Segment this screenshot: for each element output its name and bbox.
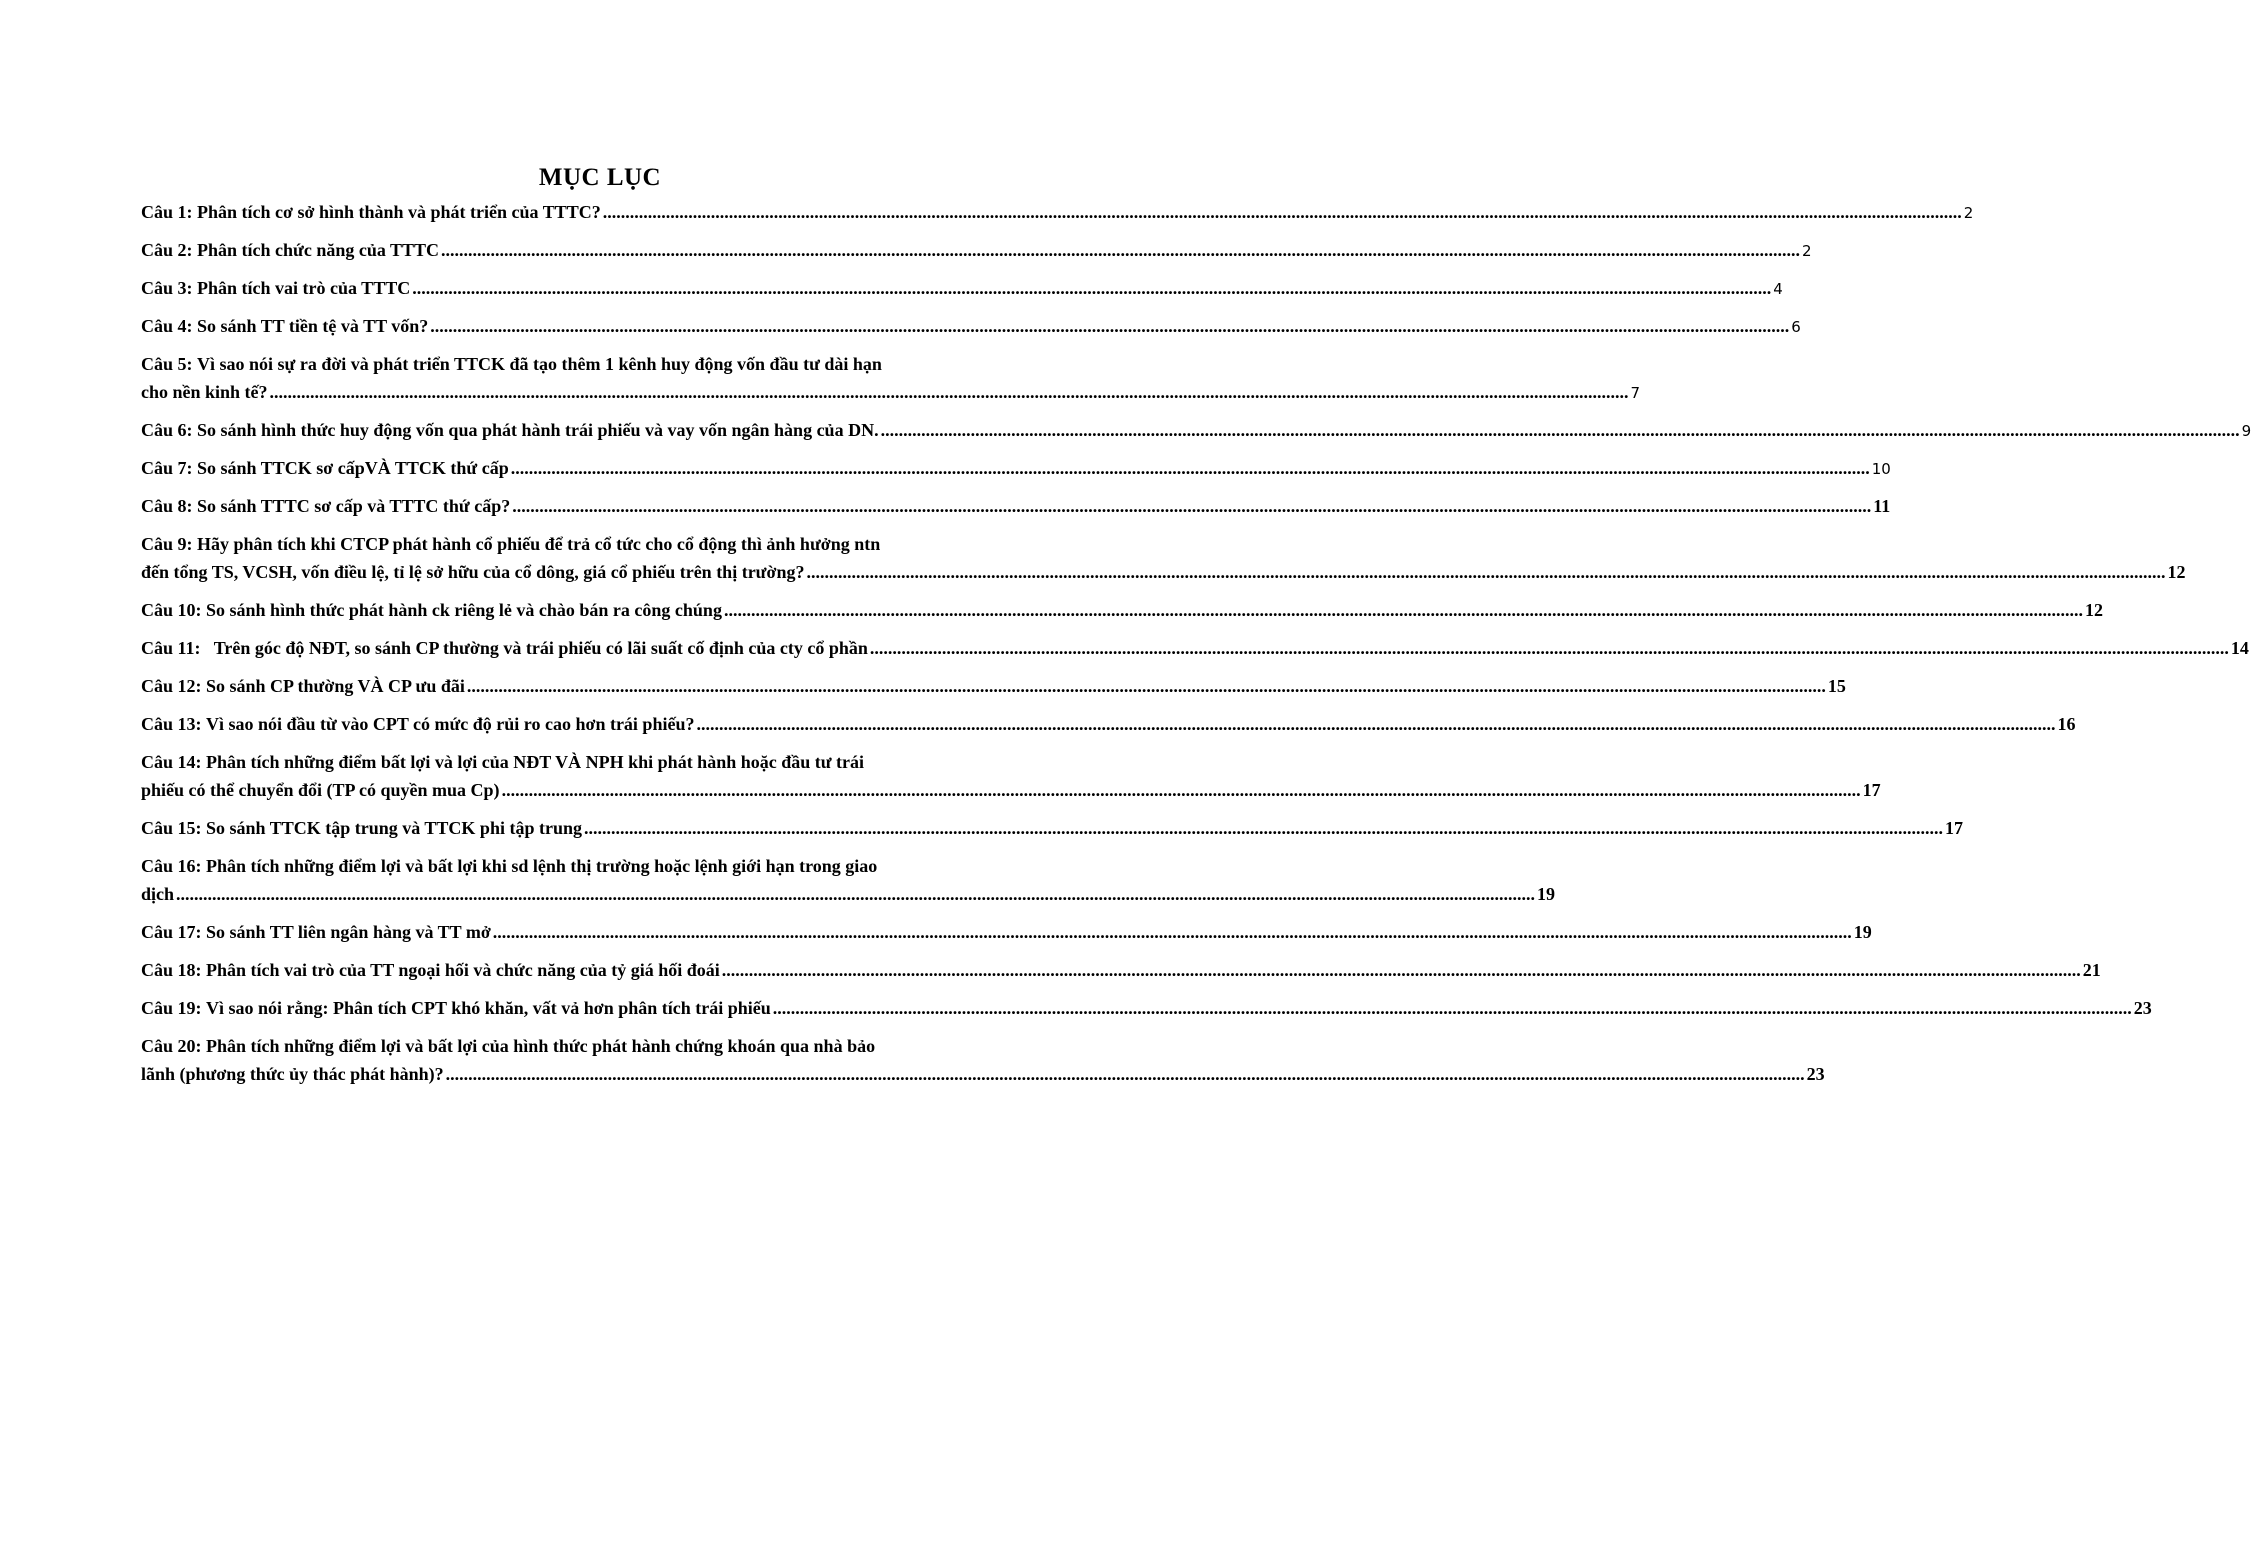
entry-number: Câu 17: (141, 922, 202, 942)
entry-number: Câu 15: (141, 818, 202, 838)
toc-entry-16[interactable] (141, 852, 1556, 908)
entry-number: Câu 19: (141, 998, 202, 1018)
page-number: 10 (1871, 460, 1891, 478)
page-number: 11 (1873, 496, 1891, 516)
entry-title: phiếu có thể chuyển đổi (TP có quyền mua Cp) (141, 780, 500, 800)
dot-leader (176, 880, 1535, 908)
entry-number: Câu 2: (141, 240, 193, 260)
page-number: 19 (1537, 884, 1556, 904)
entry-title-line1: Phân tích những điểm bất lợi và lợi của NĐT VÀ NPH khi phát hành hoặc đầu tư trái (206, 752, 865, 772)
page-number: 23 (2133, 998, 2152, 1018)
toc-entry-10[interactable] (141, 596, 2103, 624)
entry-number: Câu 10: (141, 600, 202, 620)
entry-title-line1: Hãy phân tích khi CTCP phát hành cổ phiếu để trả cổ tức cho cổ động thì ảnh hưởng ntn (197, 534, 881, 554)
page-number: 15 (1827, 676, 1846, 696)
dot-leader (493, 918, 1852, 946)
entry-title: Phân tích vai trò của TTTC (197, 278, 411, 298)
entry-number: Câu 7: (141, 458, 193, 478)
toc-entry-9[interactable] (141, 530, 2186, 586)
table-of-contents (141, 198, 2251, 1098)
entry-title-line1: Vì sao nói sự ra đời và phát triển TTCK đã tạo thêm 1 kênh huy động vốn đầu tư dài hạn (197, 354, 882, 374)
entry-number: Câu 13: (141, 714, 202, 734)
entry-title: Phân tích vai trò của TT ngoại hối và chức năng của tỷ giá hối đoái (206, 960, 720, 980)
toc-entry-18[interactable] (141, 956, 2101, 984)
page-number: 17 (1862, 780, 1881, 800)
toc-entry-14[interactable] (141, 748, 1881, 804)
toc-entry-17[interactable] (141, 918, 1872, 946)
dot-leader (270, 378, 1629, 406)
entry-number: Câu 5: (141, 354, 193, 374)
dot-leader (467, 672, 1826, 700)
entry-title: So sánh hình thức huy động vốn qua phát hành trái phiếu và vay vốn ngân hàng của DN. (197, 420, 879, 440)
toc-entry-3[interactable] (141, 274, 1783, 302)
dot-leader (881, 416, 2240, 444)
dot-leader (773, 994, 2132, 1022)
page-number: 23 (1806, 1064, 1825, 1084)
dot-leader (722, 956, 2081, 984)
entry-number: Câu 6: (141, 420, 193, 440)
entry-number: Câu 18: (141, 960, 202, 980)
entry-number: Câu 11: (141, 638, 201, 658)
entry-title: So sánh TTCK tập trung và TTCK phi tập trung (206, 818, 582, 838)
dot-leader (511, 454, 1870, 482)
toc-entry-4[interactable] (141, 312, 1801, 340)
toc-entry-6[interactable] (141, 416, 2251, 444)
toc-entry-13[interactable] (141, 710, 2076, 738)
page-number: 16 (2057, 714, 2076, 734)
dot-leader (584, 814, 1943, 842)
entry-number: Câu 3: (141, 278, 193, 298)
entry-number: Câu 12: (141, 676, 202, 696)
entry-title: dịch (141, 884, 175, 904)
entry-title-line1: Phân tích những điểm lợi và bất lợi của hình thức phát hành chứng khoán qua nhà bảo (206, 1036, 876, 1056)
entry-title: cho nền kinh tế? (141, 382, 268, 402)
entry-number: Câu 16: (141, 856, 202, 876)
page-number: 2 (1963, 204, 1974, 222)
page-number: 4 (1773, 280, 1783, 298)
toc-title: MỤC LỤC (538, 164, 662, 191)
dot-leader (603, 198, 1962, 226)
entry-title: Phân tích chức năng của TTTC (197, 240, 440, 260)
toc-entry-2[interactable] (141, 236, 1812, 264)
toc-entry-8[interactable] (141, 492, 1891, 520)
entry-number: Câu 14: (141, 752, 202, 772)
dot-leader (446, 1060, 1805, 1088)
entry-title: đến tổng TS, VCSH, vốn điều lệ, tỉ lệ sở hữu của cổ dông, giá cổ phiếu trên thị trường? (141, 562, 805, 582)
dot-leader (512, 492, 1871, 520)
entry-title: So sánh CP thường VÀ CP ưu đãi (206, 676, 465, 696)
dot-leader (441, 236, 1800, 264)
page-number: 12 (2084, 600, 2103, 620)
entry-number: Câu 8: (141, 496, 193, 516)
toc-entry-19[interactable] (141, 994, 2152, 1022)
entry-title: lãnh (phương thức ủy thác phát hành)? (141, 1064, 444, 1084)
dot-leader (502, 776, 1861, 804)
page-number: 9 (2241, 422, 2251, 440)
entry-title: Vì sao nói rằng: Phân tích CPT khó khăn, vất vả hơn phân tích trái phiếu (206, 998, 771, 1018)
toc-entry-11[interactable] (141, 634, 2249, 662)
dot-leader (806, 558, 2165, 586)
page-number: 7 (1630, 384, 1641, 402)
toc-entry-15[interactable] (141, 814, 1963, 842)
page-number: 19 (1853, 922, 1872, 942)
entry-title: So sánh TTCK sơ cấpVÀ TTCK thứ cấp (197, 458, 509, 478)
entry-number: Câu 4: (141, 316, 193, 336)
entry-number: Câu 1: (141, 202, 193, 222)
entry-number: Câu 20: (141, 1036, 202, 1056)
toc-entry-20[interactable] (141, 1032, 1825, 1088)
dot-leader (724, 596, 2083, 624)
toc-entry-12[interactable] (141, 672, 1846, 700)
entry-title-line1: Phân tích những điểm lợi và bất lợi khi sd lệnh thị trường hoặc lệnh giới hạn trong giao (206, 856, 878, 876)
page-number: 17 (1944, 818, 1963, 838)
toc-entry-7[interactable] (141, 454, 1891, 482)
entry-title: So sánh hình thức phát hành ck riêng lẻ và chào bán ra công chúng (206, 600, 722, 620)
toc-entry-5[interactable] (141, 350, 1641, 406)
entry-title: Phân tích cơ sở hình thành và phát triển của TTTC? (197, 202, 601, 222)
dot-leader (870, 634, 2229, 662)
entry-number: Câu 9: (141, 534, 193, 554)
dot-leader (430, 312, 1789, 340)
page-number: 6 (1791, 318, 1801, 336)
toc-entry-1[interactable] (141, 198, 1974, 226)
entry-title: Vì sao nói đầu từ vào CPT có mức độ rủi ro cao hơn trái phiếu? (206, 714, 695, 734)
entry-title: Trên góc độ NĐT, so sánh CP thường và trái phiếu có lãi suất cố định của cty cổ phần (205, 638, 868, 658)
page-number: 14 (2230, 638, 2249, 658)
entry-title: So sánh TT tiền tệ và TT vốn? (197, 316, 429, 336)
page-number: 21 (2082, 960, 2101, 980)
page-number: 2 (1802, 242, 1812, 260)
entry-title: So sánh TTTC sơ cấp và TTTC thứ cấp? (197, 496, 511, 516)
dot-leader (412, 274, 1771, 302)
dot-leader (696, 710, 2055, 738)
entry-title: So sánh TT liên ngân hàng và TT mở (206, 922, 491, 942)
page-number: 12 (2167, 562, 2186, 582)
